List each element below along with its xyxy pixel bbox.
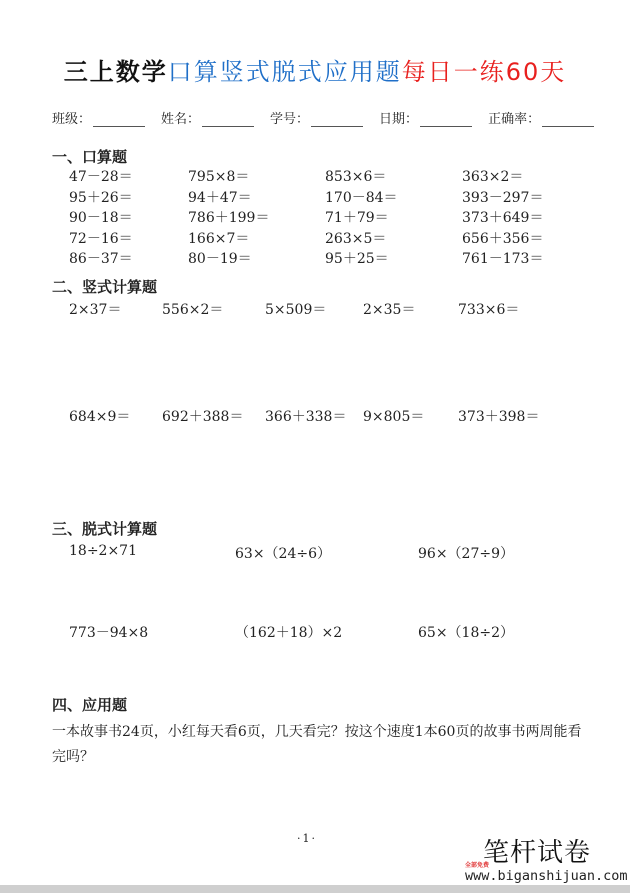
oral-problem: 72－16＝ (69, 230, 133, 247)
date-blank[interactable] (420, 109, 472, 127)
name-blank[interactable] (202, 109, 254, 127)
oral-problem: 166×7＝ (188, 230, 250, 247)
watermark-url: www.biganshijuan.com (465, 868, 628, 884)
oral-problem: 86－37＝ (69, 251, 133, 267)
oral-problem: 170－84＝ (325, 189, 398, 206)
student-info-row (52, 108, 582, 127)
section-stepwise-title: 三、脱式计算题 (52, 520, 158, 538)
oral-problem: 90－18＝ (69, 210, 133, 226)
watermark-title: 笔杆试卷 (483, 838, 592, 868)
class-label: 班级： (52, 112, 92, 127)
class-blank[interactable] (93, 109, 145, 127)
vertical-problem: 2×37＝ (69, 302, 122, 318)
vertical-problem: 366＋338＝ (265, 409, 347, 425)
name-field[interactable] (161, 108, 254, 127)
date-field[interactable] (379, 108, 472, 127)
stepwise-problem: 65×（18÷2） (418, 625, 514, 641)
oral-problem: 80－19＝ (188, 251, 252, 267)
class-field[interactable] (52, 108, 145, 127)
oral-problem: 71＋79＝ (325, 210, 389, 226)
oral-problem: 373＋649＝ (462, 210, 544, 226)
oral-problem: 95＋26＝ (69, 189, 133, 206)
vertical-problem: 684×9＝ (69, 409, 131, 425)
oral-problem: 95＋25＝ (325, 251, 389, 267)
name-label: 姓名： (161, 112, 201, 127)
vertical-problem: 9×805＝ (363, 409, 425, 425)
worksheet-title (0, 52, 630, 87)
title-grade: 三上数学 (63, 58, 168, 86)
stepwise-problems-row-2 (69, 622, 514, 642)
vertical-problem: 373＋398＝ (458, 409, 540, 425)
title-topics: 口算竖式脱式应用题 (167, 58, 402, 86)
oral-problem: 263×5＝ (325, 230, 387, 247)
section-vertical-title: 二、竖式计算题 (52, 278, 158, 296)
oral-problem: 786＋199＝ (188, 210, 270, 226)
vertical-problem: 556×2＝ (162, 302, 224, 318)
vertical-problems-row-1 (69, 299, 519, 319)
oral-problem: 393－297＝ (462, 189, 544, 206)
accuracy-field[interactable] (488, 108, 594, 127)
bottom-divider (0, 885, 630, 893)
oral-problems-grid (69, 168, 582, 270)
vertical-problems-row-2 (69, 406, 539, 426)
oral-problem: 853×6＝ (325, 169, 387, 185)
accuracy-blank[interactable] (542, 109, 594, 127)
accuracy-label: 正确率： (488, 112, 541, 127)
date-label: 日期： (379, 112, 419, 127)
vertical-problem: 5×509＝ (265, 302, 327, 318)
stepwise-problem: 773－94×8 (69, 625, 149, 641)
word-problem-text: 一本故事书24页，小红每天看6页，几天看完？按这个速度1本60页的故事书两周能看完吗？ (52, 724, 582, 765)
stepwise-problems-row-1 (69, 543, 514, 563)
student-id-blank[interactable] (311, 109, 363, 127)
oral-problem: 761－173＝ (462, 251, 544, 267)
title-daily: 每日一练60天 (401, 58, 567, 86)
oral-problem: 94＋47＝ (188, 189, 252, 206)
section-oral-title: 一、口算题 (52, 148, 128, 166)
page-number: ·1· (297, 832, 317, 845)
stepwise-problem: 96×（27÷9） (418, 546, 514, 562)
student-id-label: 学号： (270, 112, 310, 127)
vertical-problem: 2×35＝ (363, 302, 416, 318)
vertical-problem: 692＋388＝ (162, 409, 244, 425)
stepwise-problem: （162＋18）×2 (235, 625, 343, 641)
oral-problem: 363×2＝ (462, 169, 524, 185)
watermark-free-tag: 全部免费 (465, 862, 490, 869)
oral-problem: 47－28＝ (69, 169, 133, 185)
section-word-title: 四、应用题 (52, 696, 128, 714)
oral-problem: 795×8＝ (188, 169, 250, 185)
oral-problem: 656＋356＝ (462, 230, 544, 247)
student-id-field[interactable] (270, 108, 363, 127)
stepwise-problem: 18÷2×71 (69, 543, 137, 559)
stepwise-problem: 63×（24÷6） (235, 546, 331, 562)
vertical-problem: 733×6＝ (458, 302, 520, 318)
